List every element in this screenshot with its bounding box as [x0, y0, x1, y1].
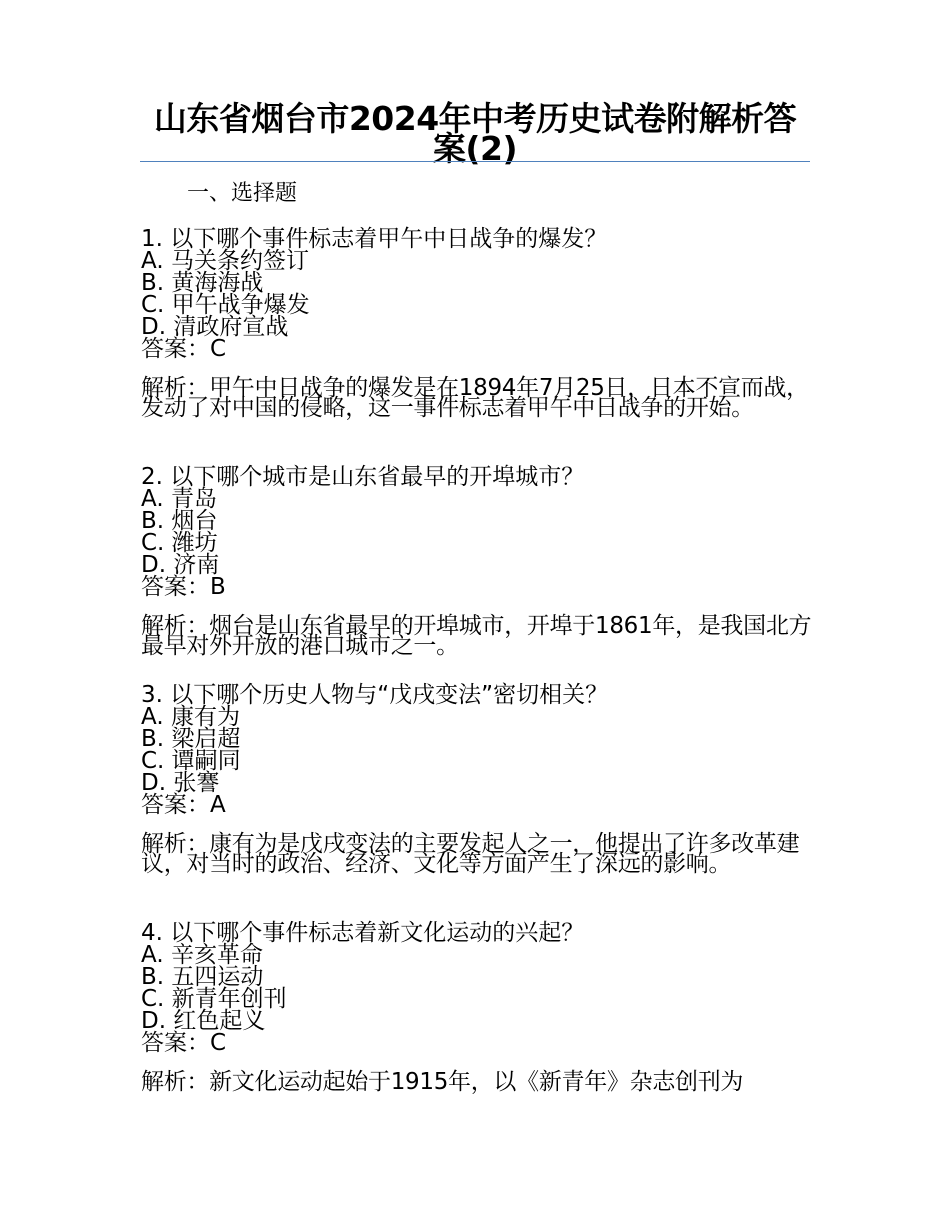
document-title: 山东省烟台市2024年中考历史试卷附解析答案(2)	[153, 99, 797, 168]
option-b: B. 烟台	[141, 508, 218, 534]
option-c: C. 新青年创刊	[141, 986, 287, 1012]
option-b: B. 黄海海战	[141, 270, 264, 296]
option-d: D. 张謇	[141, 770, 220, 796]
section-heading: 一、选择题	[187, 181, 298, 206]
option-c: C. 甲午战争爆发	[141, 292, 310, 318]
title-underline	[140, 161, 810, 162]
explanation-text: 解析：新文化运动起始于1915年，以《新青年》杂志创刊为	[141, 1069, 744, 1095]
question-text: 1. 以下哪个事件标志着甲午中日战争的爆发？	[141, 226, 608, 252]
option-d: D. 清政府宣战	[141, 314, 289, 340]
question-block-1	[141, 226, 816, 421]
question-text: 2. 以下哪个城市是山东省最早的开埠城市？	[141, 464, 585, 490]
question-block-3	[141, 682, 816, 877]
explanation-text: 解析：烟台是山东省最早的开埠城市，开埠于1861年，是我国北方最早对外开放的港口城市之一。	[141, 613, 812, 659]
option-b: B. 梁启超	[141, 726, 241, 752]
option-a: A. 马关条约签订	[141, 248, 309, 274]
option-b: B. 五四运动	[141, 964, 264, 990]
question-block-4	[141, 920, 816, 1095]
answer-text: 答案：B	[141, 574, 226, 600]
option-c: C. 谭嗣同	[141, 748, 241, 774]
option-d: D. 济南	[141, 552, 220, 578]
answer-text: 答案：C	[141, 336, 227, 362]
question-block-2	[141, 464, 816, 659]
question-text: 4. 以下哪个事件标志着新文化运动的兴起？	[141, 920, 585, 946]
answer-text: 答案：A	[141, 792, 226, 818]
option-c: C. 潍坊	[141, 530, 218, 556]
option-a: A. 康有为	[141, 704, 240, 730]
option-a: A. 辛亥革命	[141, 942, 263, 968]
option-a: A. 青岛	[141, 486, 217, 512]
option-d: D. 红色起义	[141, 1008, 266, 1034]
answer-text: 答案：C	[141, 1030, 227, 1056]
question-text: 3. 以下哪个历史人物与“戊戌变法”密切相关？	[141, 682, 609, 708]
explanation-text: 解析：甲午中日战争的爆发是在1894年7月25日，日本不宣而战，发动了对中国的侵略，这一事件标志着甲午中日战争的开始。	[141, 375, 809, 421]
explanation-text: 解析：康有为是戊戌变法的主要发起人之一，他提出了许多改革建议，对当时的政治、经济、文化等方面产生了深远的影响。	[141, 831, 800, 877]
